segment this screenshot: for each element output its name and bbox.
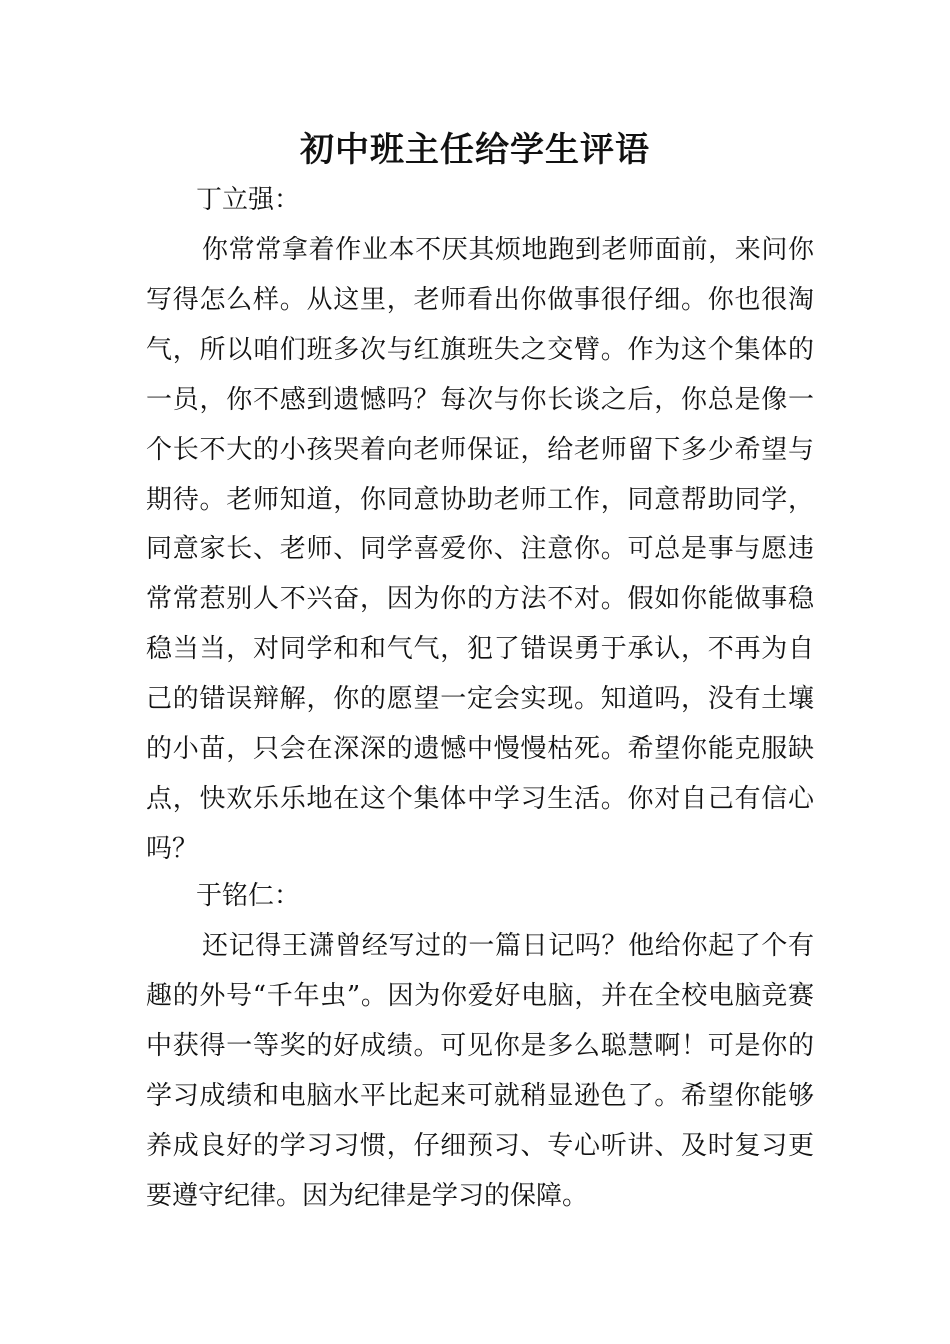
comment-paragraph-2: 还记得王潇曾经写过的一篇日记吗？他给你起了个有趣的外号“千年虫”。因为你爱好电脑，并在全校电脑竞赛中获得一等奖的好成绩。可见你是多么聪慧啊！可是你的学习成绩和电脑水平比起来可就稍显逊色了。希望你能够养成良好的学习习惯，仔细预习、专心听讲、及时复习更要遵守纪律。因为纪律是学习的保障。 <box>146 931 814 1211</box>
student-salutation-2: 于铭仁： <box>196 881 301 911</box>
comment-paragraph-1: 你常常拿着作业本不厌其烦地跑到老师面前，来问你写得怎么样。从这里，老师看出你做事很仔细。你也很淘气，所以咱们班多次与红旗班失之交臂。作为这个集体的一员，你不感到遗憾吗？每次与你长谈之后，你总是像一个长不大的小孩哭着向老师保证，给老师留下多少希望与期待。老师知道，你同意协助老师工作，同意帮助同学，同意家长、老师、同学喜爱你、注意你。可总是事与愿违常常惹别人不兴奋，因为你的方法不对。假如你能做事稳稳当当，对同学和和气气，犯了错误勇于承认，不再为自己的错误辩解，你的愿望一定会实现。知道吗，没有土壤的小苗，只会在深深的遗憾中慢慢枯死。希望你能克服缺点，快欢乐乐地在这个集体中学习生活。你对自己有信心吗？ <box>146 235 814 864</box>
student-salutation-1: 丁立强： <box>196 185 301 215</box>
document-title: 初中班主任给学生评语 <box>300 130 650 170</box>
